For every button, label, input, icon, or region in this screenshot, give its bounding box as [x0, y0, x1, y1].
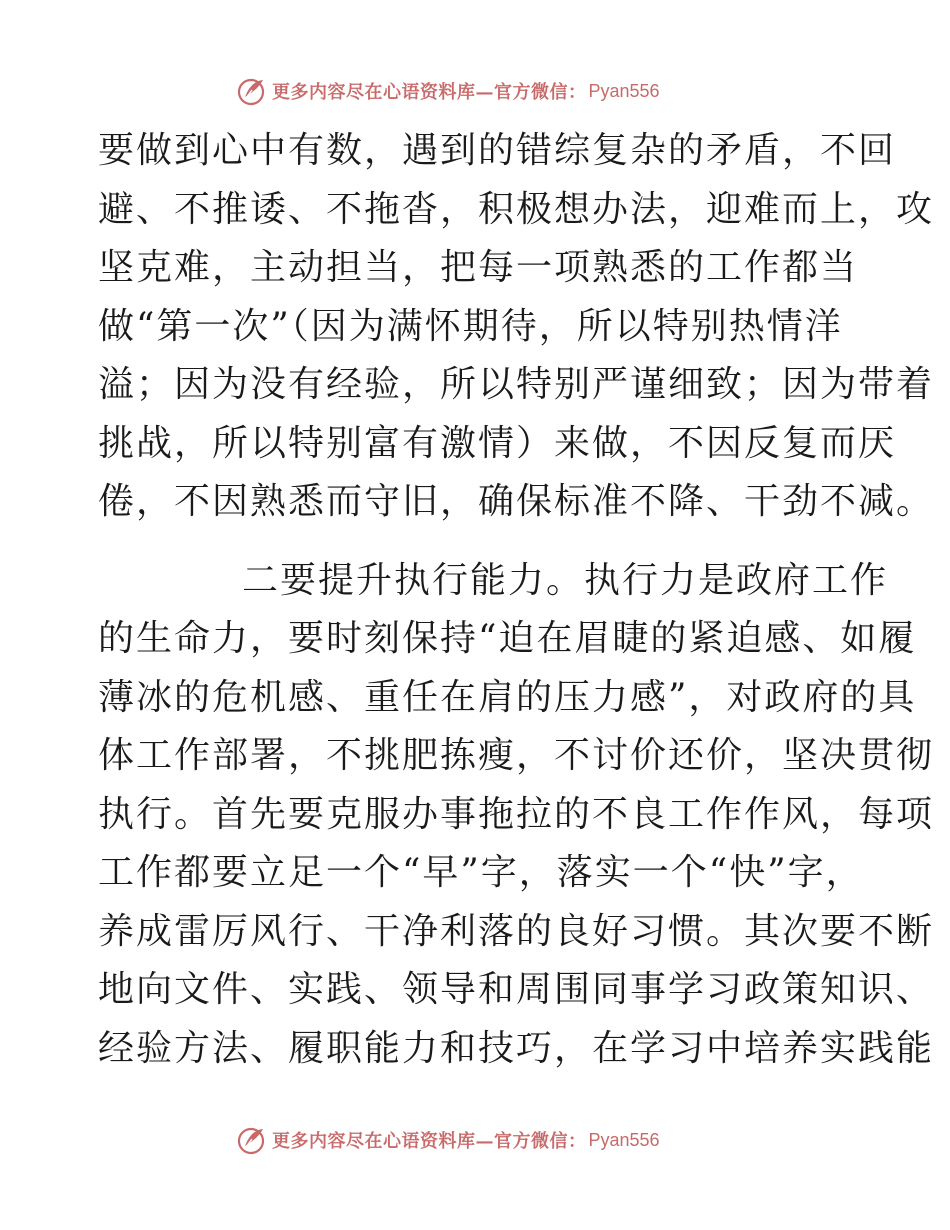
text-line: 地向文件、实践、领导和周围同事学习政策知识、 [98, 969, 935, 1010]
text-line: 倦，不因熟悉而守旧，确保标准不降、干劲不减。 [98, 481, 935, 522]
text-line: 要做到心中有数，遇到的错综复杂的矛盾，不回 [98, 130, 897, 171]
text-line: 薄冰的危机感、重任在肩的压力感”，对政府的具 [98, 676, 917, 718]
text-line: 二要提升执行能力。执行力是政府工作 [242, 559, 889, 601]
body-text [98, 122, 935, 1078]
watermark-text: 更多内容尽在心语资料库—官方微信： [272, 1131, 587, 1152]
text-line: 体工作部署，不挑肥拣瘦，不讨价还价，坚决贯彻 [98, 735, 935, 776]
text-line: 的生命力，要时刻保持“迫在眉睫的紧迫感、如履 [98, 618, 917, 659]
text-line: 溢；因为没有经验，所以特别严谨细致；因为带着 [98, 364, 935, 405]
watermark-brand: Pyan556 [588, 80, 660, 101]
watermark-text: 更多内容尽在心语资料库—官方微信： [272, 82, 587, 103]
header-watermark [236, 73, 660, 109]
text-line: 工作都要立足一个“早”字，落实一个“快”字， [98, 852, 864, 893]
text-line: 养成雷厉风行、干净利落的良好习惯。其次要不断 [98, 910, 935, 952]
paragraph [98, 552, 935, 1079]
paragraph [98, 122, 935, 532]
logo-icon [236, 75, 268, 107]
text-line: 避、不推诿、不拖沓，积极想办法，迎难而上，攻 [98, 188, 935, 230]
watermark-brand: Pyan556 [588, 1129, 660, 1150]
text-line: 做“第一次”（因为满怀期待，所以特别热情洋 [98, 305, 843, 347]
text-line: 执行。首先要克服办事拖拉的不良工作作风，每项 [98, 793, 935, 835]
text-line: 挑战，所以特别富有激情）来做，不因反复而厌 [98, 422, 897, 464]
logo-icon [236, 1124, 268, 1156]
text-line: 经验方法、履职能力和技巧，在学习中培养实践能 [98, 1027, 935, 1069]
footer-watermark [236, 1122, 660, 1158]
text-line: 坚克难，主动担当，把每一项熟悉的工作都当 [98, 247, 859, 288]
